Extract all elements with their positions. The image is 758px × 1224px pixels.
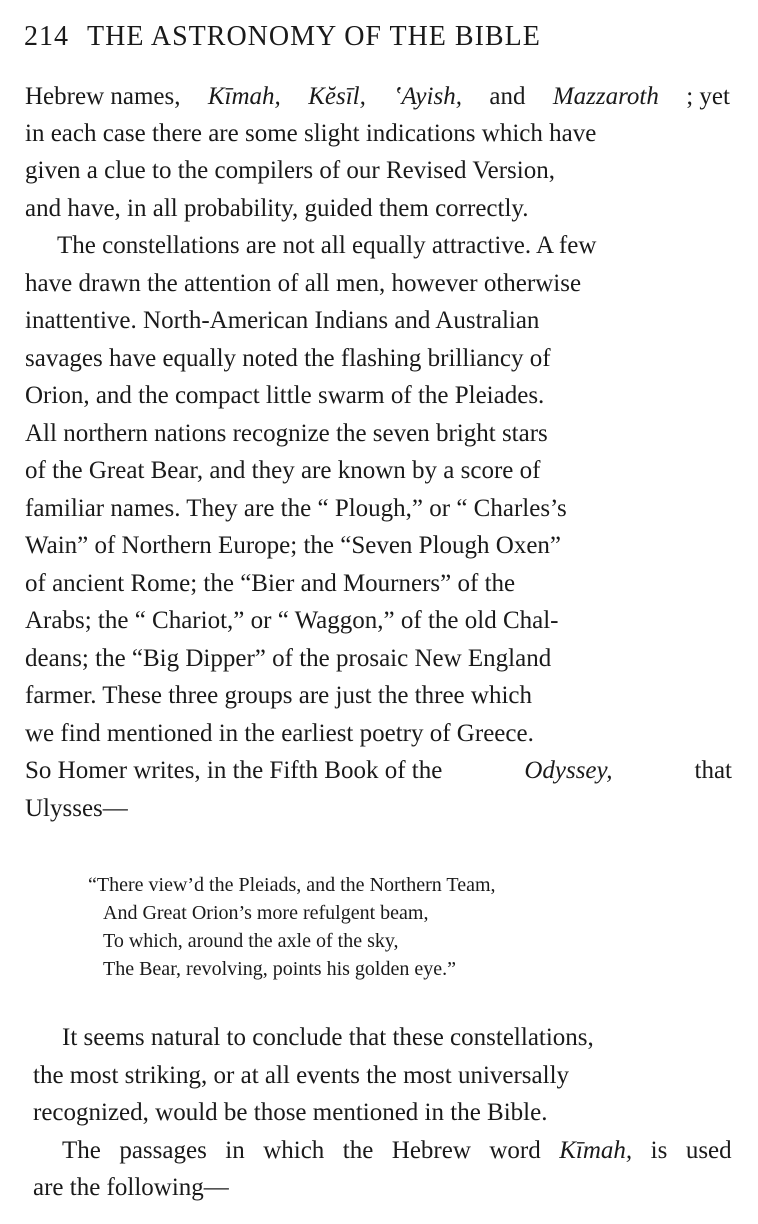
- para3-line-1: It seems natural to conclude that these constellations,: [62, 1024, 594, 1051]
- running-title: THE ASTRONOMY OF THE BIBLE: [87, 21, 541, 52]
- para2-line-8: familiar names. They are the “ Plough,” or “ Charles’s: [25, 495, 567, 522]
- hebrew-term-kesil: Kĕsīl,: [308, 83, 366, 110]
- para2-line-6: All northern nations recognize the seven bright stars: [25, 420, 548, 447]
- text: The passages in which the Hebrew word: [62, 1137, 541, 1164]
- para1-line-3: given a clue to the compilers of our Revised Version,: [25, 157, 555, 184]
- poem-line-1: “There view’d the Pleiads, and the Northern Team,: [88, 874, 496, 896]
- para2-line-1: The constellations are not all equally attractive. A few: [57, 232, 597, 259]
- text: and: [489, 83, 526, 110]
- hebrew-term-mazzaroth: Mazzaroth: [552, 83, 659, 110]
- para2-line-15: [25, 754, 732, 788]
- para2-line-11: Arabs; the “ Chariot,” or “ Waggon,” of the old Chal-: [25, 607, 559, 634]
- para1-line-4: and have, in all probability, guided them correctly.: [25, 195, 529, 222]
- para2-line-16: Ulysses—: [25, 795, 128, 822]
- para2-line-10: of ancient Rome; the “Bier and Mourners” of the: [25, 570, 516, 597]
- text: Hebrew names,: [25, 83, 181, 110]
- para2-line-4: savages have equally noted the flashing brilliancy of: [25, 345, 551, 372]
- para3-line-3: recognized, would be those mentioned in the Bible.: [33, 1099, 548, 1126]
- para2-line-14: we find mentioned in the earliest poetry of Greece.: [25, 720, 534, 747]
- para2-line-9: Wain” of Northern Europe; the “Seven Plough Oxen”: [25, 532, 562, 559]
- running-header: [24, 18, 724, 56]
- hebrew-term-ayish: ʽAyish,: [393, 83, 462, 110]
- para2-line-5: Orion, and the compact little swarm of the Pleiades.: [25, 382, 545, 409]
- text: that: [694, 757, 732, 784]
- para2-line-12: deans; the “Big Dipper” of the prosaic New England: [25, 645, 552, 672]
- para2-line-2: have drawn the attention of all men, however otherwise: [25, 270, 582, 297]
- hebrew-term-kimah: Kīmah,: [207, 83, 281, 110]
- para2-line-13: farmer. These three groups are just the three which: [25, 682, 532, 709]
- para3-line-2: the most striking, or at all events the most universally: [33, 1062, 570, 1089]
- poem-line-2: And Great Orion’s more refulgent beam,: [103, 902, 429, 924]
- poem-line-3: To which, around the axle of the sky,: [103, 930, 399, 952]
- page-number: 214: [24, 21, 69, 52]
- book-title-odyssey: Odyssey,: [524, 757, 613, 784]
- text: ; yet: [686, 83, 730, 110]
- para1-line-2: in each case there are some slight indications which have: [25, 120, 597, 147]
- hebrew-term-kimah: Kīmah,: [559, 1137, 633, 1164]
- para2-line-7: of the Great Bear, and they are known by a score of: [25, 457, 541, 484]
- poem-line-4: The Bear, revolving, points his golden eye.”: [103, 958, 456, 980]
- para4-line-1: [62, 1134, 732, 1168]
- para2-line-3: inattentive. North-American Indians and Australian: [25, 307, 540, 334]
- text: So Homer writes, in the Fifth Book of the: [25, 757, 443, 784]
- text: is used: [650, 1137, 732, 1164]
- para4-line-2: are the following—: [33, 1174, 229, 1201]
- para1-line-1: [25, 80, 730, 114]
